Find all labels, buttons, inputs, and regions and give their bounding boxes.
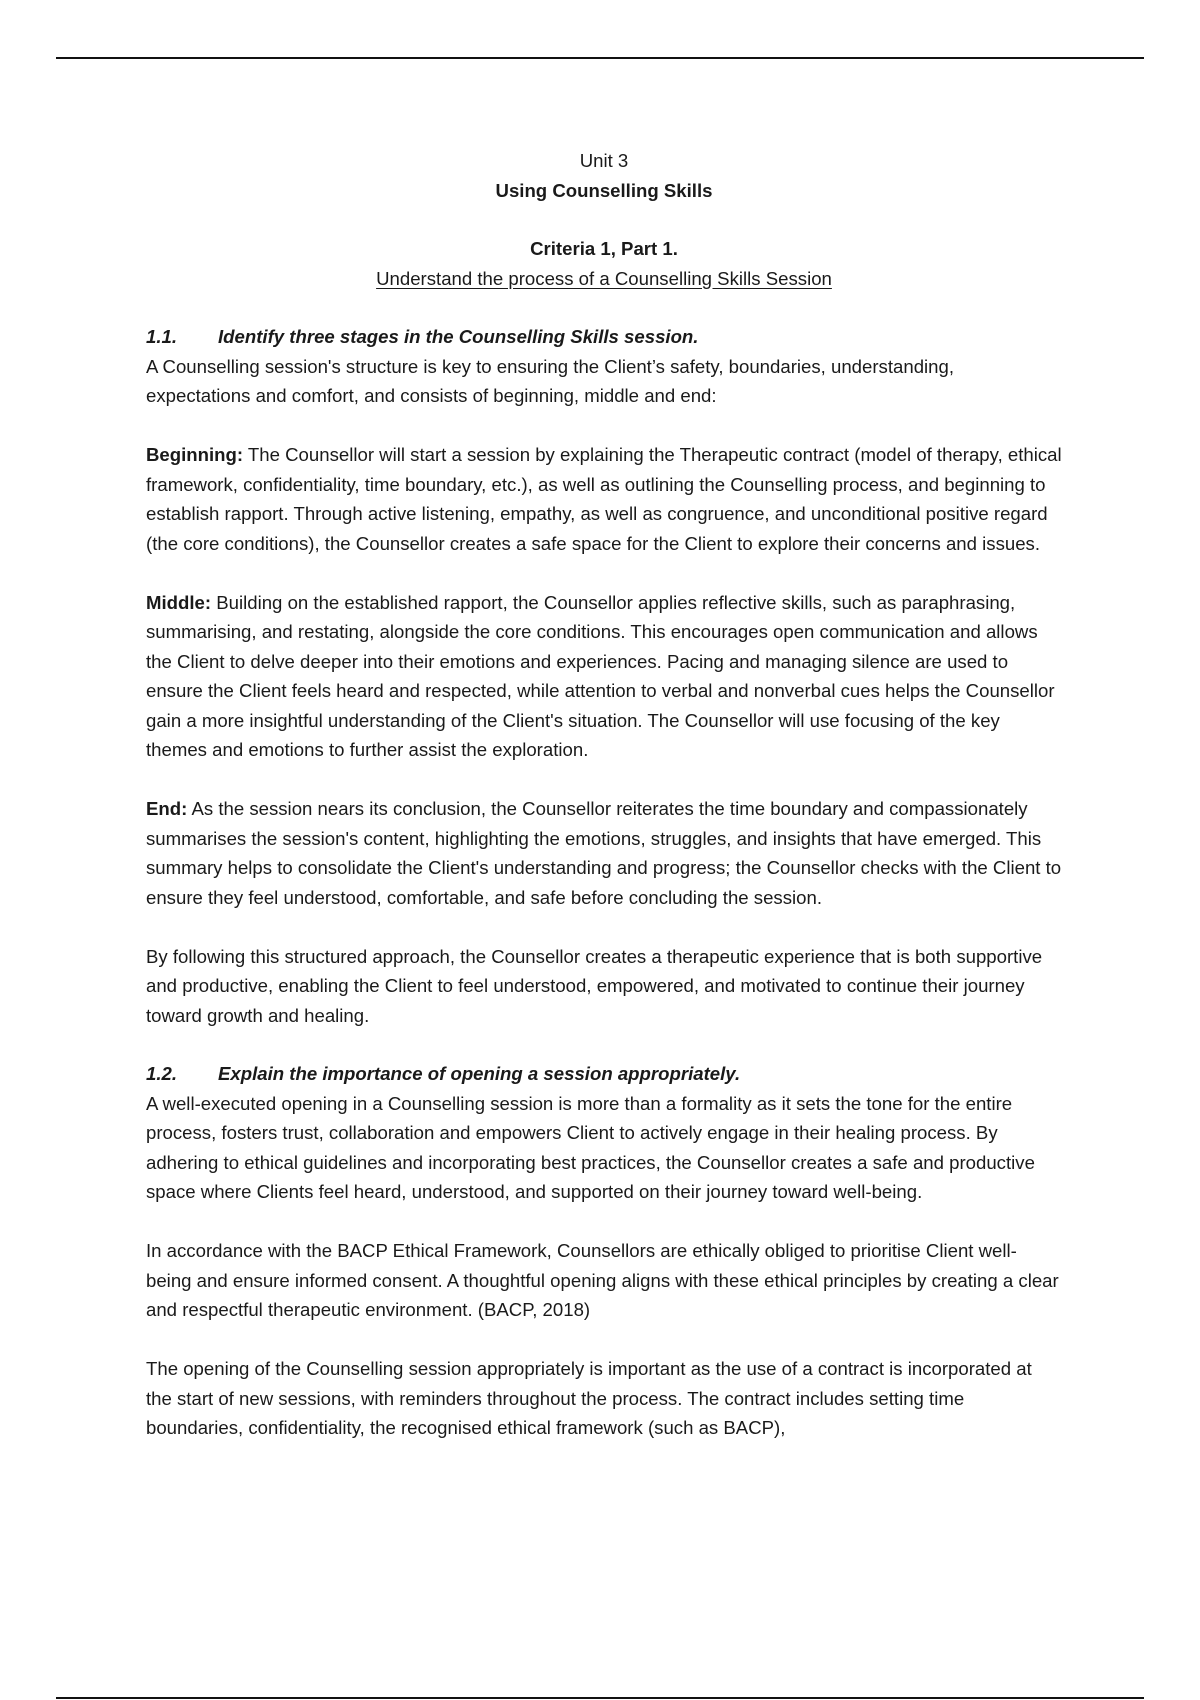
section-1-1-intro: A Counselling session's structure is key to ensuring the Client’s safety, boundaries, understanding, expectations and comfort, and consists of beginning, middle and end:: [146, 355, 955, 406]
document-header: [146, 146, 1062, 293]
document-body: [146, 146, 1062, 1443]
section-1-2-paragraph-2: In accordance with the BACP Ethical Framework, Counsellors are ethically obliged to prioritise Client well-being and ensure informed consent. A thoughtful opening aligns with these ethical principles by creating a clear and respectful therapeutic environment. (BACP, 2018): [146, 1240, 1059, 1320]
section-1-2-title: Explain the importance of opening a session appropriately.: [218, 1063, 741, 1084]
section-1-1-heading: [146, 322, 1062, 352]
document-title: Using Counselling Skills: [495, 179, 713, 201]
criteria-subtitle: Understand the process of a Counselling Skills Session: [376, 267, 832, 289]
section-1-2-number: 1.2.: [146, 1063, 178, 1084]
bottom-rule: [56, 1697, 1144, 1699]
section-1-1-number: 1.1.: [146, 326, 178, 347]
end-text: As the session nears its conclusion, the Counsellor reiterates the time boundary and compassionately summarises the session's content, highlighting the emotions, struggles, and insights that have emerged. This summary helps to consolidate the Client's understanding and progress; the Counsellor checks with the Client to ensure they feel understood, comfortable, and safe before concluding the session.: [146, 798, 1062, 908]
middle-label: Middle:: [146, 591, 212, 613]
section-1-2-heading: [146, 1059, 1062, 1089]
section-1-2-paragraph-3: The opening of the Counselling session appropriately is important as the use of a contract is incorporated at the start of new sessions, with reminders throughout the process. The contract includes setting time boundaries, confidentiality, the recognised ethical framework (such as BACP),: [146, 1358, 1032, 1438]
section-1-1-title: Identify three stages in the Counselling Skills session.: [218, 326, 699, 347]
section-1-1-conclusion: By following this structured approach, the Counsellor creates a therapeutic experience that is both supportive and productive, enabling the Client to feel understood, empowered, and motivated to continue their journey toward growth and healing.: [146, 945, 1043, 1026]
end-paragraph: [146, 794, 1062, 912]
unit-label: Unit 3: [579, 150, 629, 171]
beginning-label: Beginning:: [146, 444, 244, 465]
beginning-paragraph: [146, 440, 1062, 558]
middle-text: Building on the established rapport, the Counsellor applies reflective skills, such as paraphrasing, summarising, and restating, alongside the core conditions. This encourages open communication and allows the Client to delve deeper into their emotions and experiences. Pacing and managing silence are used to ensure the Client feels heard and respected, while attention to verbal and nonverbal cues helps the Counsellor gain a more insightful understanding of the Client's situation. The Counsellor will use focusing of the key themes and emotions to further assist the exploration.: [146, 591, 1055, 760]
section-1-2-paragraph-1: A well-executed opening in a Counselling session is more than a formality as it sets the tone for the entire process, fosters trust, collaboration and empowers Client to actively engage in their healing process. By adhering to ethical guidelines and incorporating best practices, the Counsellor creates a safe and productive space where Clients feel heard, understood, and supported on their journey toward well-being.: [146, 1092, 1035, 1202]
middle-paragraph: [146, 588, 1062, 765]
top-rule: [56, 57, 1144, 59]
beginning-text: The Counsellor will start a session by explaining the Therapeutic contract (model of therapy, ethical framework, confidentiality, time boundary, etc.), as well as outlining the Counselling process, and beginning to establish rapport. Through active listening, empathy, as well as congruence, and unconditional positive regard (the core conditions), the Counsellor creates a safe space for the Client to explore their concerns and issues.: [146, 444, 1062, 554]
criteria-heading: Criteria 1, Part 1.: [530, 238, 678, 259]
end-label: End:: [146, 798, 188, 819]
